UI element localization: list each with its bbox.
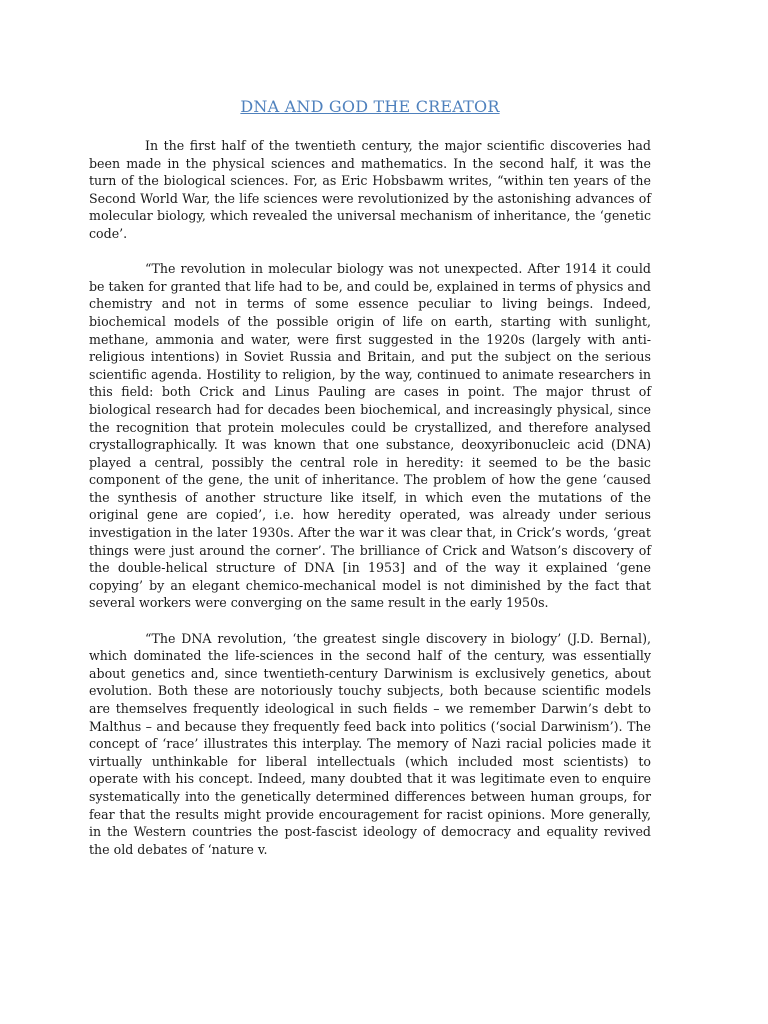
document-title: DNA AND GOD THE CREATOR xyxy=(240,97,500,116)
paragraph-2: “The revolution in molecular biology was not unexpected. After 1914 it could be taken for granted that life had to be, and could be, explained in terms of physics and chemistry and not in terms of some essence peculiar to living beings. Indeed, biochemical models of the possible origin of life on earth, starting with sunlight, methane, ammonia and water, were first suggested in the 1920s (largely with anti-religious intentions) in Soviet Russia and Britain, and put the subject on the serious scientific agenda. Hostility to religion, by the way, continued to animate researchers in this field: both Crick and Linus Pauling are cases in point. The major thrust of biological research had for decades been biochemical, and increasingly physical, since the recognition that protein molecules could be crystallized, and therefore analysed crystallographically. It was known that one substance, deoxyribonucleic acid (DNA) played a central, possibly the central role in heredity: it seemed to be the basic component of the gene, the unit of inheritance. The problem of how the gene ‘caused the synthesis of another structure like itself, in which even the mutations of the original gene are copied’, i.e. how heredity operated, was already under serious investigation in the later 1930s. After the war it was clear that, in Crick’s words, ‘great things were just around the corner’. The brilliance of Crick and Watson’s discovery of the double-helical structure of DNA [in 1953] and of the way it explained ‘gene copying’ by an elegant chemico-mechanical model is not diminished by the fact that several workers were converging on the same result in the early 1950s. xyxy=(89,261,651,611)
paragraph-1: In the first half of the twentieth century, the major scientific discoveries had been made in the physical sciences and mathematics. In the second half, it was the turn of the biological sciences. For, as Eric Hobsbawm writes, “within ten years of the Second World War, the life sciences were revolutionized by the astonishing advances of molecular biology, which revealed the universal mechanism of inheritance, the ‘genetic code’. xyxy=(89,138,651,241)
document-page xyxy=(89,0,651,1024)
document-body xyxy=(89,137,651,876)
paragraph-3: “The DNA revolution, ‘the greatest single discovery in biology’ (J.D. Bernal), which dominated the life-sciences in the second half of the century, was essentially about genetics and, since twentieth-century Darwinism is exclusively genetics, about evolution. Both these are notoriously touchy subjects, both because scientific models are themselves frequently ideological in such fields – we remember Darwin’s debt to Malthus – and because they frequently feed back into politics (‘social Darwinism’). The concept of ‘race’ illustrates this interplay. The memory of Nazi racial policies made it virtually unthinkable for liberal intellectuals (which included most scientists) to operate with his concept. Indeed, many doubted that it was legitimate even to enquire systematically into the genetically determined differences between human groups, for fear that the results might provide encouragement for racist opinions. More generally, in the Western countries the post-fascist ideology of democracy and equality revived the old debates of ‘nature v. xyxy=(89,630,651,857)
